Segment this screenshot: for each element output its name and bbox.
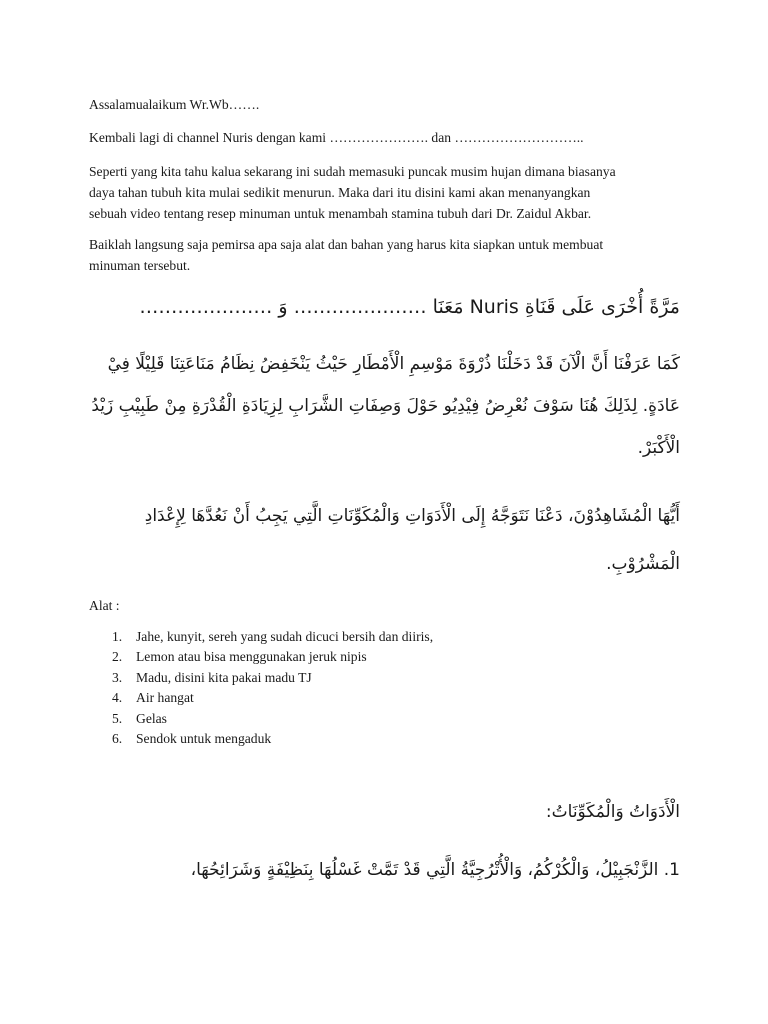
- tools-list: [112, 627, 433, 749]
- paragraph-2: [89, 234, 679, 276]
- arabic-paragraph-1-line-3: الْأَكْبَرْ.: [637, 438, 680, 458]
- list-item-text: Sendok untuk mengaduk: [136, 731, 272, 747]
- list-item: [112, 627, 433, 647]
- paragraph-2-line-1: Baiklah langsung saja pemirsa apa saja alat dan bahan yang harus kita siapkan untuk membuat: [89, 237, 604, 252]
- list-item-number: 5.: [112, 710, 123, 726]
- arabic-paragraph-2-line-1: أَيُّهَا الْمُشَاهِدُوْنَ، دَعْنَا نَتَوَجَّهُ إِلَى الْأَدَوَاتِ وَالْمُكَوِّنَاتِ الَّتِي يَجِبُ أَنْ نَعُدَّهَا لِإِعْدَادِ: [144, 506, 680, 526]
- arabic-paragraph-1-line-1: كَمَا عَرَفْنَا أَنَّ الْآنَ قَدْ دَخَلْنَا ذُرْوَةَ مَوْسِمِ الْأَمْطَارِ حَيْثُ يَنْخَفِضُ نِظَامُ مَنَاعَتِنَا قَلِيْلًا فِيْ: [107, 354, 680, 374]
- list-item-number: 4.: [112, 690, 123, 706]
- intro-text: Kembali lagi di channel Nuris dengan kami …………………. dan ………………………..: [89, 130, 584, 145]
- list-item-text: Lemon atau bisa menggunakan jeruk nipis: [136, 649, 367, 665]
- arabic-tools-heading: [546, 796, 680, 828]
- greeting-text: Assalamualaikum Wr.Wb…….: [89, 97, 260, 112]
- paragraph-1: [89, 161, 679, 224]
- paragraph-1-line-1: Seperti yang kita tahu kalua sekarang ini sudah memasuki puncak musim hujan dimana biasanya: [89, 164, 616, 179]
- list-item: [112, 709, 433, 729]
- list-item-number: 2.: [112, 649, 123, 665]
- list-item-text: Madu, disini kita pakai madu TJ: [136, 669, 312, 685]
- list-item-number: 1.: [112, 629, 123, 644]
- arabic-intro: [139, 292, 680, 322]
- list-item-text: Air hangat: [136, 690, 194, 706]
- arabic-paragraph-2: [80, 492, 680, 588]
- list-item-text: Gelas: [136, 710, 167, 726]
- arabic-paragraph-2-line-2: الْمَشْرُوْبِ.: [606, 554, 680, 574]
- arabic-tools-item-1-text: 1. الزَّنْجَبِيْلُ، وَالْكُرْكُمُ، وَالْأُتْرُجِيَّةُ الَّتِي قَدْ تَمَّتْ غَسْلُهَا بِنَظِيْفَةٍ وَشَرَائِحُهَا،: [190, 860, 680, 880]
- paragraph-1-line-2: daya tahan tubuh kita mulai sedikit menurun. Maka dari itu disini kami akan menanyangkan: [89, 185, 591, 200]
- list-item: [112, 688, 433, 708]
- list-item-number: 6.: [112, 731, 123, 747]
- list-item: [112, 729, 433, 749]
- arabic-intro-line: مَرَّةً أُخْرَى عَلَى قَنَاةِ Nuris مَعَنَا ………………… وَ …………………: [139, 296, 680, 318]
- arabic-tools-heading-text: الْأَدَوَاتُ وَالْمُكَوِّنَاتُ:: [545, 802, 680, 822]
- paragraph-2-line-2: minuman tersebut.: [89, 258, 191, 273]
- list-item: [112, 668, 433, 688]
- tools-label: Alat :: [89, 598, 120, 613]
- paragraph-1-line-3: sebuah video tentang resep minuman untuk menambah stamina tubuh dari Dr. Zaidul Akbar.: [89, 206, 592, 221]
- list-item: [112, 647, 433, 667]
- list-item-number: 3.: [112, 669, 123, 685]
- arabic-paragraph-1-line-2: عَادَةٍ. لِذَلِكَ هُنَا سَوْفَ نُعْرِضُ فِيْدِيُو حَوْلَ وَصِفَاتِ الشَّرَابِ لِزِيَادَةِ الْقُدْرَةِ مِنْ طَبِيْبِ زَيْدُ: [91, 396, 680, 416]
- list-item-text: Jahe, kunyit, sereh yang sudah dicuci bersih dan diiris,: [136, 629, 434, 644]
- arabic-paragraph-1: [80, 343, 680, 469]
- arabic-tools-item-1: [191, 852, 680, 888]
